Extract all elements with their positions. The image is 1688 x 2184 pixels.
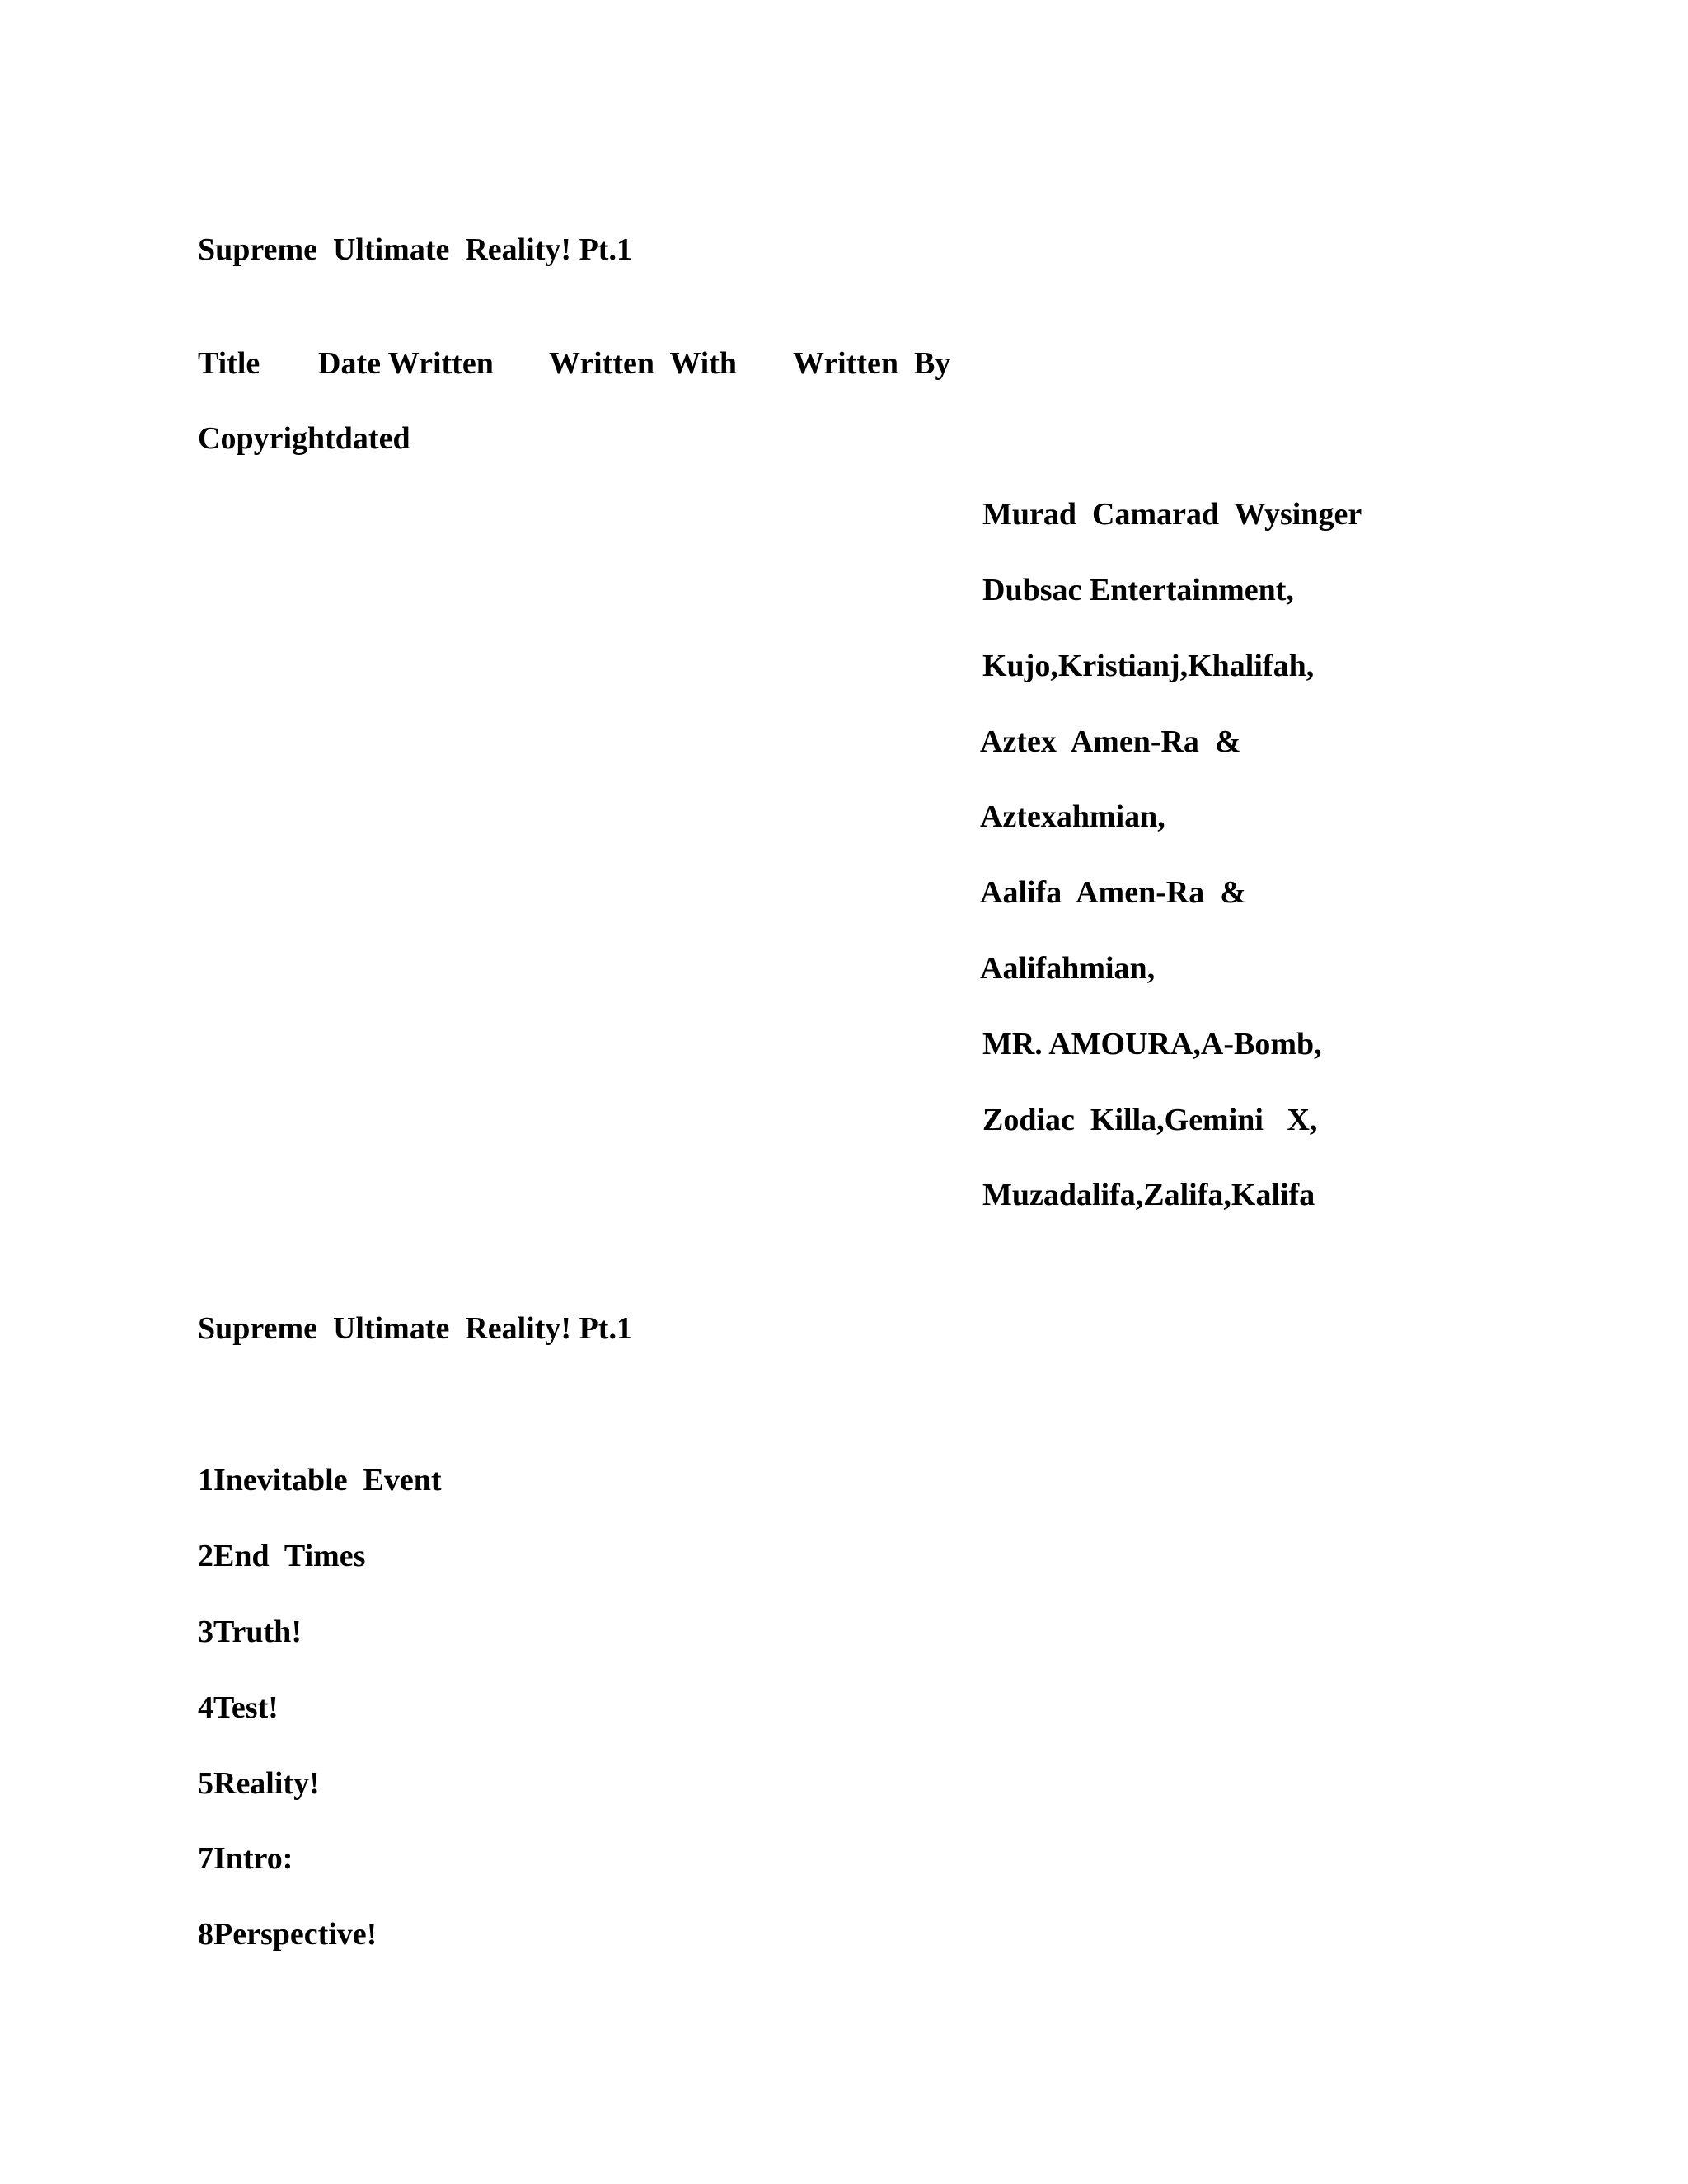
credit-line: Aztexahmian, — [980, 799, 1165, 834]
credit-line: Aztex Amen-Ra & — [980, 724, 1241, 759]
document-title: Supreme Ultimate Reality! Pt.1 — [198, 232, 632, 267]
contents-item: 2End Times — [198, 1539, 366, 1573]
contents-item: 8Perspective! — [198, 1917, 377, 1952]
column-copyright-dated: Copyrightdated — [198, 421, 410, 456]
column-written-by: Written By — [793, 346, 951, 381]
credit-line: Aalifahmian, — [980, 951, 1156, 986]
credit-line: Murad Camarad Wysinger — [982, 497, 1362, 532]
credit-line: Kujo,Kristianj,Khalifah, — [982, 649, 1315, 683]
credit-line: Muzadalifa,Zalifa,Kalifa — [982, 1178, 1315, 1212]
contents-item: 4Test! — [198, 1690, 279, 1725]
credit-line: Dubsac Entertainment, — [982, 573, 1294, 607]
contents-item: 7Intro: — [198, 1841, 293, 1876]
column-title: Title — [198, 346, 260, 381]
credit-line: MR. AMOURA,A-Bomb, — [982, 1027, 1322, 1062]
column-date-written: Date Written — [318, 346, 494, 381]
contents-item: 5Reality! — [198, 1766, 320, 1801]
section-title: Supreme Ultimate Reality! Pt.1 — [198, 1311, 632, 1346]
credit-line: Aalifa Amen-Ra & — [980, 875, 1246, 910]
contents-item: 1Inevitable Event — [198, 1463, 442, 1497]
column-written-with: Written With — [549, 346, 738, 381]
contents-item: 3Truth! — [198, 1615, 302, 1649]
credit-line: Zodiac Killa,Gemini X, — [982, 1103, 1318, 1137]
